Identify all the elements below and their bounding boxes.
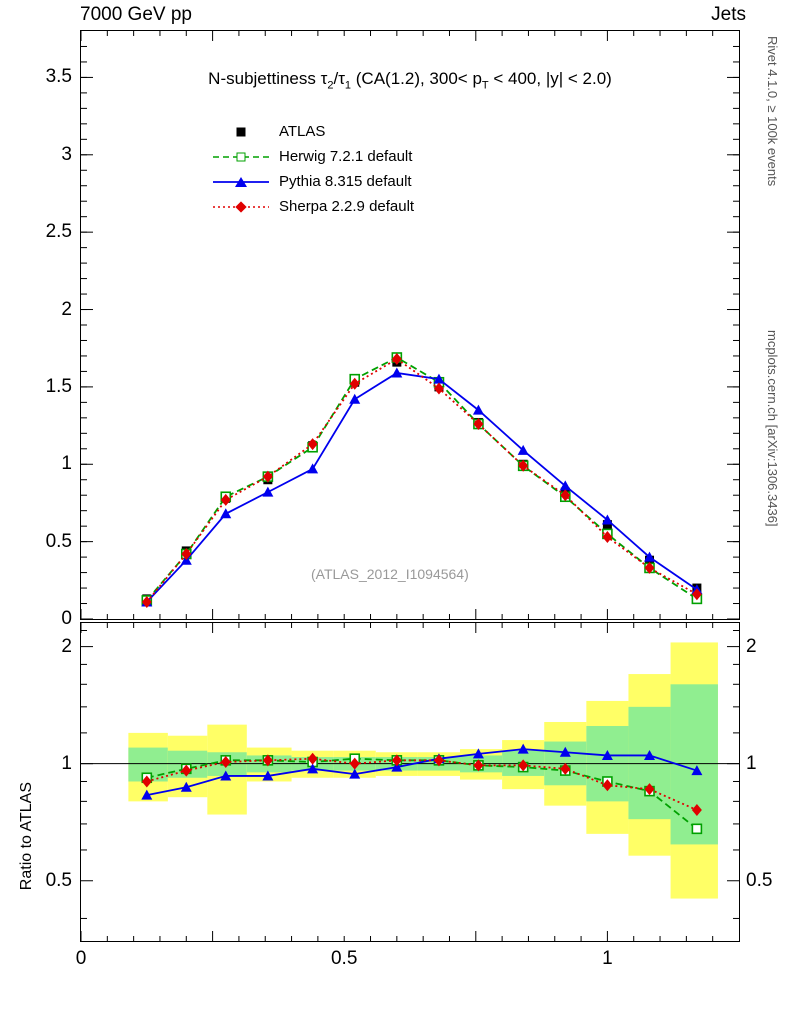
title-slash: / xyxy=(333,69,339,88)
title-tau2-sub: 2 xyxy=(327,79,334,92)
header-left-label: 7000 GeV pp xyxy=(80,4,192,25)
ratio-y-tick-label-right: 2 xyxy=(746,635,757,657)
ratio-y-tick-label: 1 xyxy=(61,752,72,774)
analysis-id-watermark: (ATLAS_2012_I1094564) xyxy=(311,566,469,582)
ratio-x-tick-label: 0 xyxy=(75,948,87,969)
main-y-tick-label: 1 xyxy=(61,453,72,475)
main-y-tick-label: 0 xyxy=(61,608,72,629)
ratio-y-tick-label: 2 xyxy=(61,635,72,657)
title-tau1: τ xyxy=(338,69,345,88)
ratio-y-tick-label-right: 0.5 xyxy=(746,869,773,891)
ratio-x-tick-label: 1 xyxy=(602,948,613,969)
ratio-plot-panel xyxy=(80,622,740,942)
header-right-label: Jets xyxy=(711,4,746,25)
main-y-tick-label: 2.5 xyxy=(45,221,72,243)
legend-label-herwig: Herwig 7.2.1 default xyxy=(279,148,413,165)
main-y-tick-label: 0.5 xyxy=(45,530,72,552)
title-pt-sub: T xyxy=(481,79,489,92)
ratio-plot-canvas xyxy=(81,623,739,941)
main-y-tick-label: 3 xyxy=(61,143,72,165)
legend-label-pythia: Pythia 8.315 default xyxy=(279,173,412,190)
ratio-axis-title: Ratio to ATLAS xyxy=(18,782,35,891)
main-plot-panel xyxy=(80,30,740,620)
ratio-y-tick-label-right: 1 xyxy=(746,752,757,774)
arxiv-reference-label: mcplots.cern.ch [arXiv:1306.3436] xyxy=(765,330,780,527)
main-y-tick-label: 2 xyxy=(61,298,72,320)
main-plot-canvas xyxy=(81,31,739,619)
title-tau2: τ xyxy=(320,69,328,88)
legend-label-atlas: ATLAS xyxy=(279,123,326,140)
title-tau1-sub: 1 xyxy=(344,79,352,92)
title-main: N-subjettiness xyxy=(208,69,321,88)
rivet-version-label: Rivet 4.1.0, ≥ 100k events xyxy=(765,36,780,187)
ratio-x-tick-label: 0.5 xyxy=(330,948,358,969)
title-rest: (CA(1.2), 300< p xyxy=(351,69,482,88)
legend-label-sherpa: Sherpa 2.2.9 default xyxy=(279,198,415,215)
main-y-tick-label: 1.5 xyxy=(45,375,72,397)
main-y-tick-label: 3.5 xyxy=(45,66,72,88)
ratio-y-tick-label: 0.5 xyxy=(45,869,72,891)
title-rest2: < 400, |y| < 2.0) xyxy=(488,69,612,88)
